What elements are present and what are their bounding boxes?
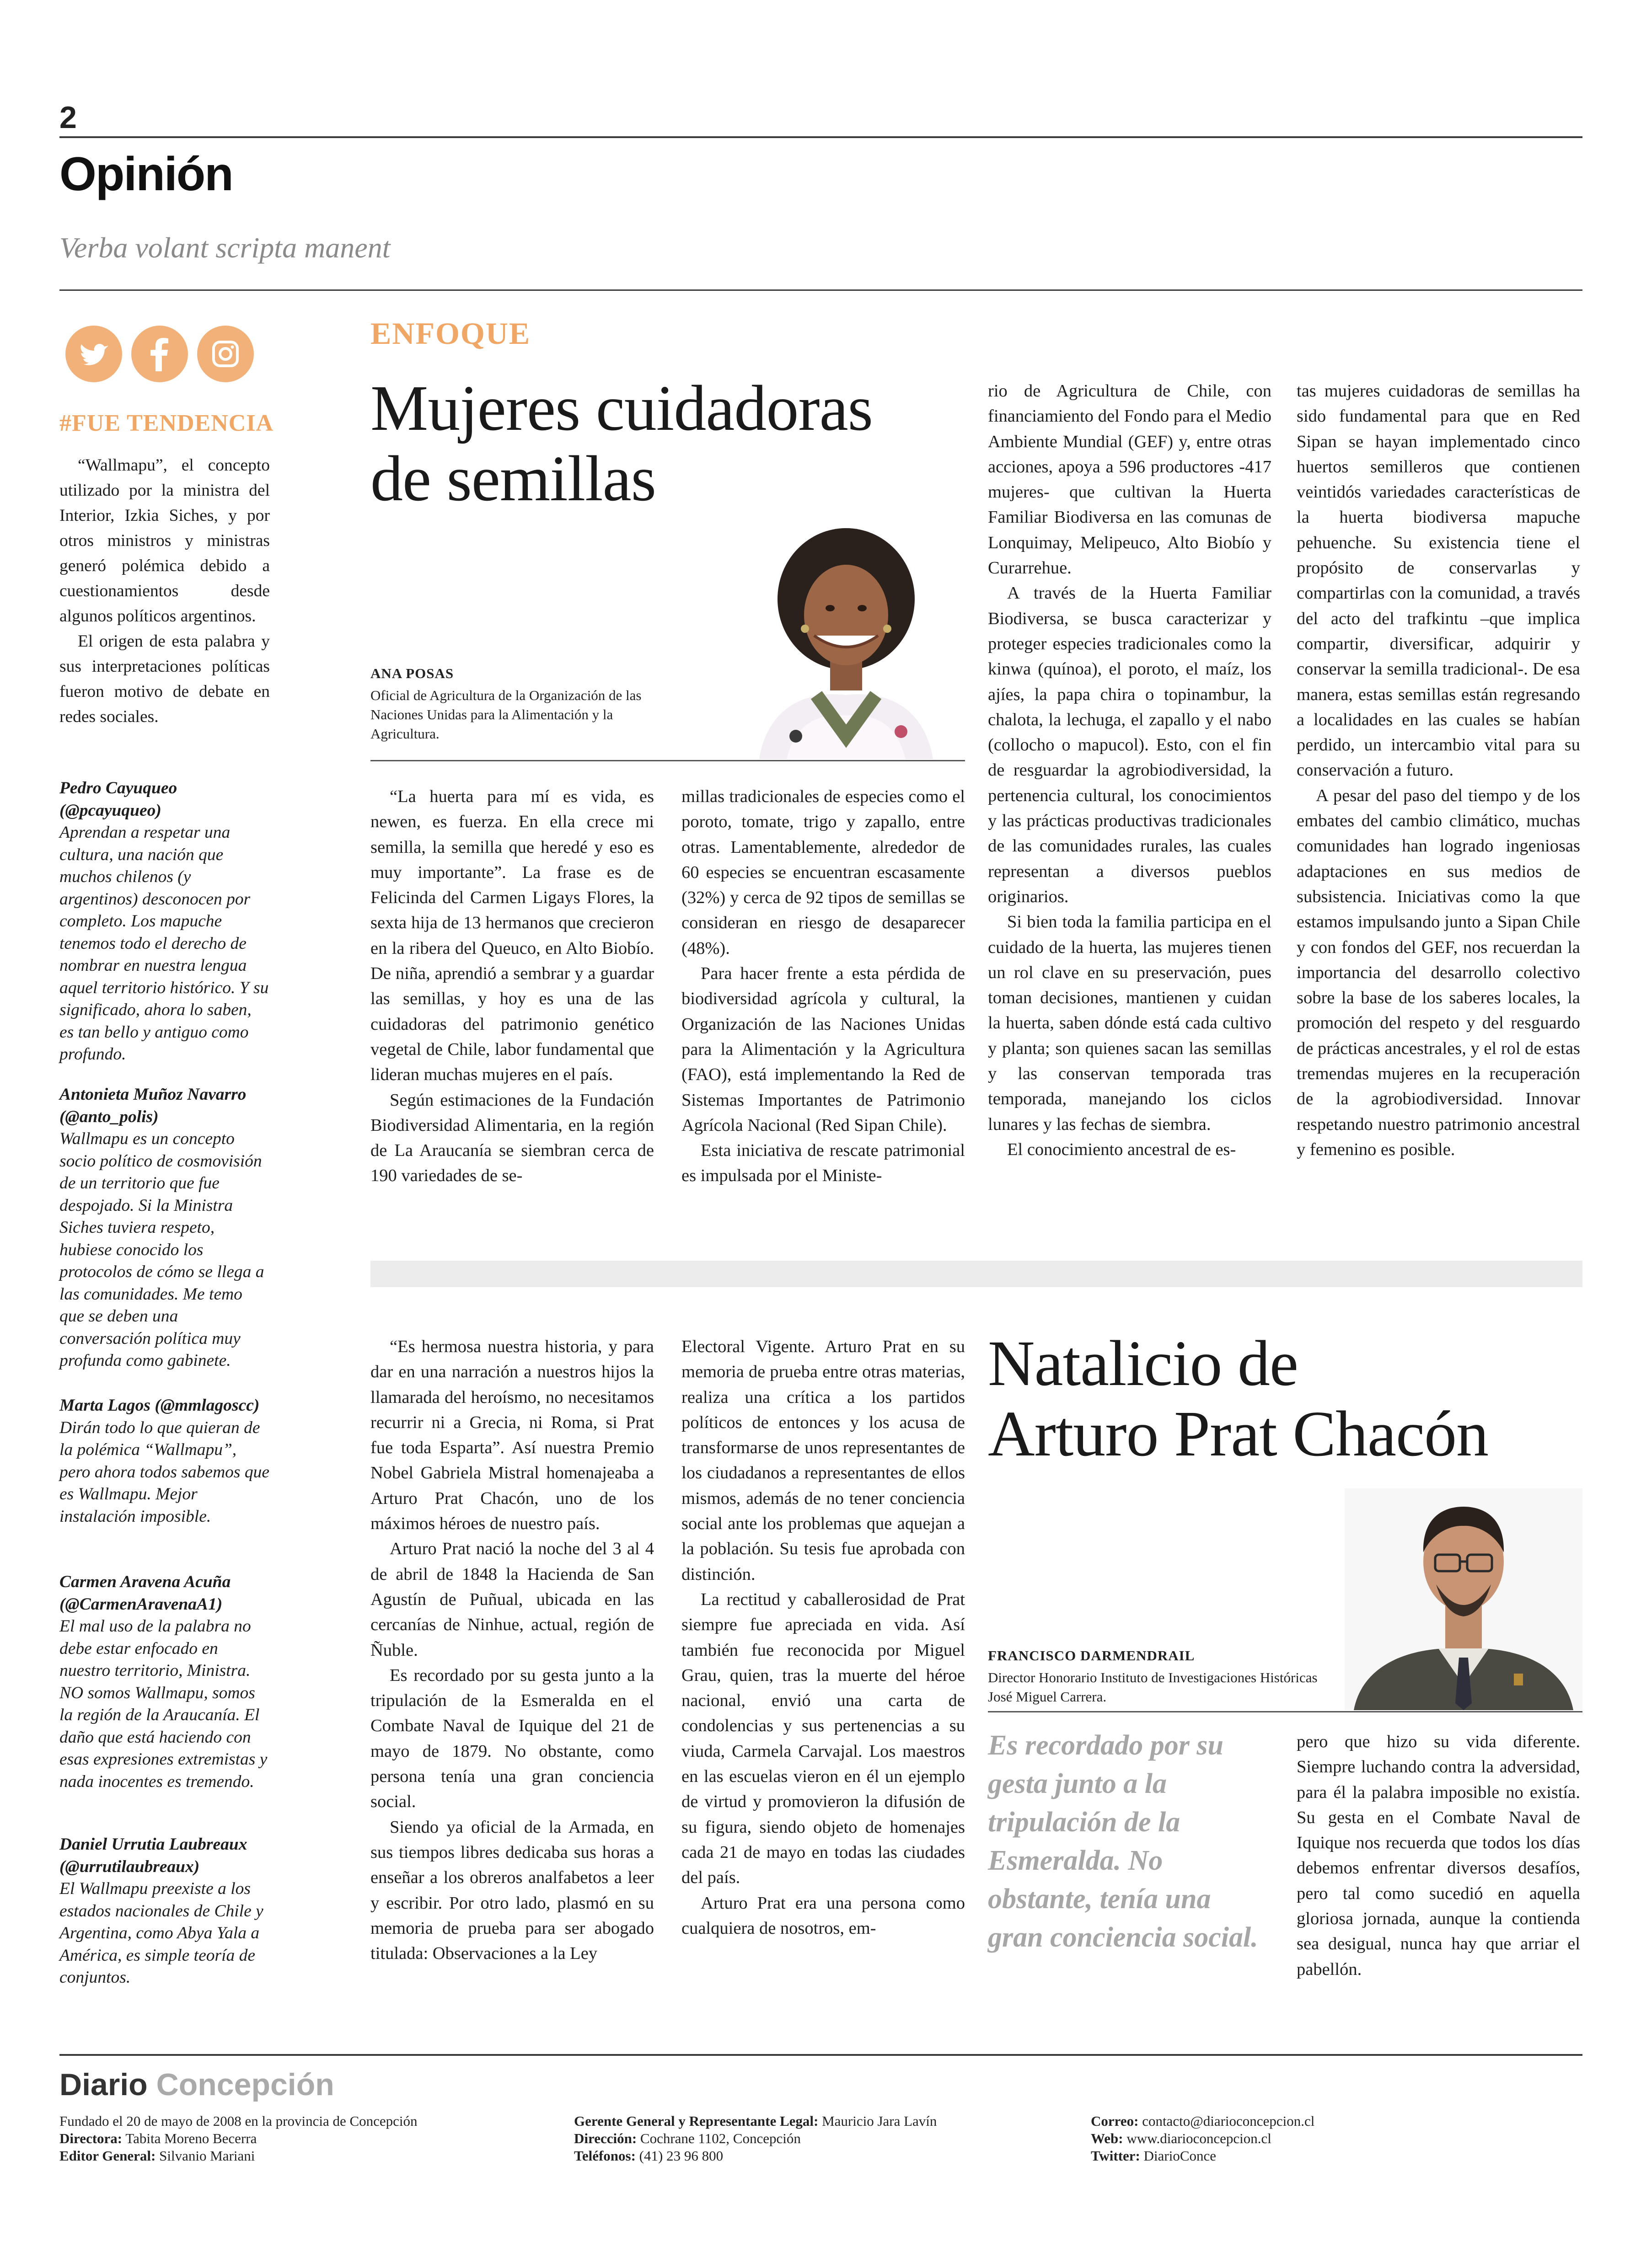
article-paragraph: tas mujeres cuidadoras de semillas ha sido fundamental para que en Red Sipan se hayan implementado cinco huertos semilleros que contienen veintidós variedades características de la huerta biodiversa mapuche pehuenche. Su existencia tiene el propósito de conservarlas y compartirlas con la comunidad, a través del acto del trafkintu –que implica compartir, diversificar, adquirir y conservar la semilla tradicional-. De esa manera, estas semillas están regresando a localidades en las cuales se habían perdido, un intercambio vital para su conservación a futuro. bbox=[1297, 381, 1580, 780]
article-paragraph: Siendo ya oficial de la Armada, en sus tiempos libres dedicaba sus horas a enseñar a los obreros analfabetos a leer y escribir. Por otro lado, plasmó en su memoria de prueba para ser abogado titulada: Observaciones a la Ley bbox=[370, 1817, 654, 1963]
article-column bbox=[370, 784, 654, 1189]
article-column bbox=[681, 1334, 965, 1941]
tweet-text: Wallmapu es un concepto socio político de cosmovisión de un territorio que fue despojado. Si la Ministra Siches tuviera respeto, hubiese conocido los protocolos de cómo se llega a las comunidades. Me temo que se deben una conversación política muy profunda como gabinete. bbox=[59, 1129, 264, 1370]
footer-value: Silvanio Mariani bbox=[159, 2148, 255, 2164]
article-headline bbox=[988, 1328, 1488, 1469]
footer-label: Twitter: bbox=[1091, 2148, 1140, 2164]
footer-block bbox=[59, 2113, 563, 2165]
article-author: FRANCISCO DARMENDRAIL bbox=[988, 1648, 1195, 1664]
tweet bbox=[59, 1834, 270, 1989]
footer-label: Teléfonos: bbox=[574, 2148, 636, 2164]
article-author-role: Director Honorario Instituto de Investigaciones Históricas José Miguel Carrera. bbox=[988, 1669, 1318, 1705]
facebook-icon[interactable] bbox=[131, 326, 188, 382]
pull-quote: Es recordado por su gesta junto a la tripulación de la Esmeralda. No obstante, tenía una gran conciencia social. bbox=[988, 1730, 1258, 1953]
footer-email-link[interactable]: contacto@diarioconcepcion.cl bbox=[1142, 2113, 1315, 2129]
section-motto: Verba volant scripta manent bbox=[59, 231, 391, 264]
twitter-icon[interactable] bbox=[65, 326, 122, 382]
article-column bbox=[370, 1334, 654, 1966]
footer-value: (41) 23 96 800 bbox=[639, 2148, 724, 2164]
tweet-author: Antonieta Muñoz Navarro (@anto_polis) bbox=[59, 1085, 247, 1126]
footer-label: Gerente General y Representante Legal: bbox=[574, 2113, 819, 2129]
tweet bbox=[59, 1084, 270, 1372]
footer-label: Correo: bbox=[1091, 2113, 1139, 2129]
article-paragraph: Arturo Prat era una persona como cualquiera de nosotros, em- bbox=[681, 1893, 965, 1938]
footer-label: Directora: bbox=[59, 2130, 123, 2146]
byline-rule bbox=[988, 1711, 1582, 1712]
tweet-author: Carmen Aravena Acuña (@CarmenAravenaA1) bbox=[59, 1573, 231, 1614]
article-column bbox=[1297, 1729, 1580, 1982]
tweet bbox=[59, 1571, 270, 1793]
article-paragraph: Electoral Vigente. Arturo Prat en su memoria de prueba entre otras materias, realiza una crítica a los partidos políticos de entonces y los acusa de transformarse de unos representantes de los ciudadanos a representantes de ellos mismos, además de no tener conciencia social ante los problemas que aquejan a la población. Su tesis fue aprobada con distinción. bbox=[681, 1337, 965, 1584]
article-author-role: Oficial de Agricultura de la Organización de las Naciones Unidas para la Alimentación y la Agricultura. bbox=[370, 687, 642, 742]
article-paragraph: Si bien toda la familia participa en el cuidado de la huerta, las mujeres tienen un rol clave en su preservación, pues toman decisiones, mantienen y cuidan la huerta, saben dónde está cada cultivo y planta; son quienes sacan las semillas y las conservan temporada tras temporada, manejando los ciclos lunares y las fechas de siembra. bbox=[988, 912, 1271, 1134]
article-headline bbox=[370, 373, 873, 514]
tweet-text: El mal uso de la palabra no debe estar enfocado en nuestro territorio, Ministra. NO somos Wallmapu, somos la región de la Araucanía. El daño que está haciendo con esas expresiones extremistas y nada inocentes es tremendo. bbox=[59, 1617, 268, 1791]
tweet-author: Pedro Cayuqueo (@pcayuqueo) bbox=[59, 779, 177, 820]
article-paragraph: pero que hizo su vida diferente. Siempre luchando contra la adversidad, para él la palabra imposible no existía. Su gesta en el Combate Naval de Iquique nos recuerda que todos los días debemos enfrentar diversos desafíos, pero tal como sucedió en aquella gloriosa jornada, aunque la contienda sea desigual, nunca hay que arriar el pabellón. bbox=[1297, 1732, 1580, 1979]
section-title: Opinión bbox=[59, 148, 233, 201]
article-paragraph: A través de la Huerta Familiar Biodiversa, se busca caracterizar y proteger especies tradicionales como la kinwa (quínoa), el poroto, el maíz, los ajíes, la papa chira o topinambur, la chalota, la lechuga, el zapallo y el nabo (collocho o mapucol). Esto, con el fin de resguardar la agrobiodiversidad, la pertenencia cultural, los conocimientos y las prácticas productivas tradicionales de las comunidades rurales, las cuales representan a diversos pueblos originarios. bbox=[988, 583, 1271, 906]
article-paragraph: La rectitud y caballerosidad de Prat siempre fue apreciada en vida. Así también fue reconocida por Miguel Grau, quien, tras la muerte del héroe nacional, envió una carta de condolencias y sus pertenencias a su viuda, Carmela Carvajal. Los maestros en las escuelas vieron en él un ejemplo de virtud y promovieron la difusión de su figura, siendo objeto de homenajes cada 21 de mayo en todas las ciudades del país. bbox=[681, 1589, 965, 1888]
tweet-text: Dirán todo lo que quieran de la polémica “Wallmapu”, pero ahora todos sabemos que es Wallmapu. Mejor instalación imposible. bbox=[59, 1418, 270, 1526]
author-portrait bbox=[1345, 1488, 1582, 1710]
article-paragraph: rio de Agricultura de Chile, con financiamiento del Fondo para el Medio Ambiente Mundial (GEF) y, entre otras acciones, apoya a 596 productores -417 mujeres- que cultivan la Huerta Familiar Biodiversa en las comunas de Lonquimay, Melipeuco, Alto Biobío y Curarrehue. bbox=[988, 381, 1271, 578]
footer-block bbox=[1091, 2113, 1580, 2165]
sidebar-paragraph: El origen de esta palabra y sus interpretaciones políticas fueron motivo de debate en redes sociales. bbox=[59, 632, 270, 726]
tweet-author: Daniel Urrutia Laubreaux (@urrutilaubreaux) bbox=[59, 1835, 247, 1876]
headline-line: Arturo Prat Chacón bbox=[988, 1397, 1489, 1470]
article-author: ANA POSAS bbox=[370, 665, 454, 681]
article-paragraph: Es recordado por su gesta junto a la tripulación de la Esmeralda en el Combate Naval de Iquique del 21 de mayo de 1879. No obstante, como persona tenía una gran conciencia social. bbox=[370, 1665, 654, 1812]
header-rule bbox=[59, 136, 1582, 138]
sidebar-title: #FUE TENDENCIA bbox=[59, 410, 274, 436]
article-paragraph: Para hacer frente a esta pérdida de biodiversidad agrícola y cultural, la Organización de las Naciones Unidas para la Alimentación y la Agricultura (FAO), está implementando la Red de Sistemas Importantes de Patrimonio Agrícola Nacional (Red Sipan Chile). bbox=[681, 964, 965, 1135]
article-paragraph: “Es hermosa nuestra historia, y para dar en una narración a nuestros hijos la llamarada del heroísmo, no necesitamos recurrir ni a Grecia, ni Roma, si Prat fue toda Esparta”. Así nuestra Premio Nobel Gabriela Mistral homenajeaba a Arturo Prat Chacón, uno de los máximos héroes de nuestro país. bbox=[370, 1337, 654, 1534]
footer-twitter-link[interactable]: DiarioConce bbox=[1143, 2148, 1217, 2164]
footer-rule bbox=[59, 2054, 1582, 2056]
article-paragraph: “La huerta para mí es vida, es newen, es fuerza. En ella crece mi semilla, la semilla que heredé y eso es muy importante”. La frase es de Felicinda del Carmen Ligays Flores, la sexta hija de 13 hermanos que crecieron en la ribera del Queuco, en Alto Biobío. De niña, aprendió a sembrar y a guardar las semillas, y hoy es una de las cuidadoras del patrimonio genético vegetal de Chile, labor fundamental que lideran muchas mujeres en el país. bbox=[370, 787, 654, 1085]
tweet-text: El Wallmapu preexiste a los estados nacionales de Chile y Argentina, como Abya Yala a América, es simple teoría de conjuntos. bbox=[59, 1879, 263, 1987]
article-kicker: ENFOQUE bbox=[370, 316, 531, 351]
headline-line: de semillas bbox=[370, 442, 656, 514]
article-paragraph: A pesar del paso del tiempo y de los embates del cambio climático, muchas comunidades han logrado ingeniosas adaptaciones en sus medios de subsistencia. Iniciativas como la que estamos impulsando junto a Sipan Chile y con fondos del GEF, nos recuerdan la importancia del desarrollo colectivo sobre la base de los saberes locales, la promoción del respeto y del resguardo de prácticas ancestrales, y el rol de estas tremendas mujeres en la recuperación de la agrobiodiversidad. Innovar respetando nuestro patrimonio ancestral y femenino es posible. bbox=[1297, 786, 1580, 1159]
article-paragraph: El conocimiento ancestral de es- bbox=[1007, 1139, 1236, 1159]
footer-value: Cochrane 1102, Concepción bbox=[640, 2130, 801, 2146]
headline-line: Mujeres cuidadoras bbox=[370, 372, 873, 444]
article-column bbox=[681, 784, 965, 1189]
footer-label: Editor General: bbox=[59, 2148, 156, 2164]
footer-value: Mauricio Jara Lavín bbox=[822, 2113, 937, 2129]
article-paragraph: Arturo Prat nació la noche del 3 al 4 de abril de 1848 la Hacienda de San Agustín de Puñual, ubicada en las cercanías de Ninhue, actual, región de Ñuble. bbox=[370, 1539, 654, 1660]
byline-rule bbox=[370, 760, 965, 761]
article-paragraph: Según estimaciones de la Fundación Biodiversidad Alimentaria, en la región de La Araucanía se siembran cerca de 190 variedades de se- bbox=[370, 1090, 654, 1186]
tweet-author: Marta Lagos (@mmlagoscc) bbox=[59, 1396, 260, 1415]
article-column bbox=[988, 379, 1271, 1162]
logo-part: Diario bbox=[59, 2067, 148, 2102]
footer-label: Web: bbox=[1091, 2130, 1123, 2146]
article-column bbox=[1297, 379, 1580, 1162]
author-portrait bbox=[727, 521, 965, 759]
section-divider-band bbox=[370, 1261, 1582, 1287]
sidebar-paragraph: “Wallmapu”, el concepto utilizado por la ministra del Interior, Izkia Siches, y por otros ministros y ministras generó polémica debido a cuestionamientos desde algunos políticos argentinos. bbox=[59, 456, 270, 626]
headline-line: Natalicio de bbox=[988, 1327, 1298, 1399]
footer-block bbox=[574, 2113, 1077, 2165]
footer-web-link[interactable]: www.diarioconcepcion.cl bbox=[1126, 2130, 1271, 2146]
footer-label: Dirección: bbox=[574, 2130, 637, 2146]
tweet bbox=[59, 1395, 270, 1528]
tweet bbox=[59, 777, 270, 1066]
page-number: 2 bbox=[59, 100, 77, 135]
instagram-icon[interactable] bbox=[197, 326, 254, 382]
article-paragraph: Esta iniciativa de rescate patrimonial es impulsada por el Ministe- bbox=[681, 1141, 965, 1186]
logo-part: Concepción bbox=[156, 2067, 334, 2102]
motto-rule bbox=[59, 289, 1582, 291]
footer-value: Tabita Moreno Becerra bbox=[125, 2130, 257, 2146]
tweet-text: Aprendan a respetar una cultura, una nación que muchos chilenos (y argentinos) desconocen por completo. Los mapuche tenemos todo el derecho de nombrar en nuestra lengua aquel territorio histórico. Y su significado, ahora lo saben, es tan bello y antiguo como profundo. bbox=[59, 823, 269, 1064]
article-paragraph: millas tradicionales de especies como el poroto, tomate, trigo y zapallo, entre otras. Lamentablemente, alrededor de 60 especies se encuentran escasamente (32%) y cerca de 92 tipos de semillas se consideran en riesgo de desaparecer (48%). bbox=[681, 787, 965, 958]
sidebar-intro bbox=[59, 453, 270, 729]
footer-founded: Fundado el 20 de mayo de 2008 en la provincia de Concepción bbox=[59, 2113, 418, 2129]
newspaper-logo bbox=[59, 2067, 334, 2102]
